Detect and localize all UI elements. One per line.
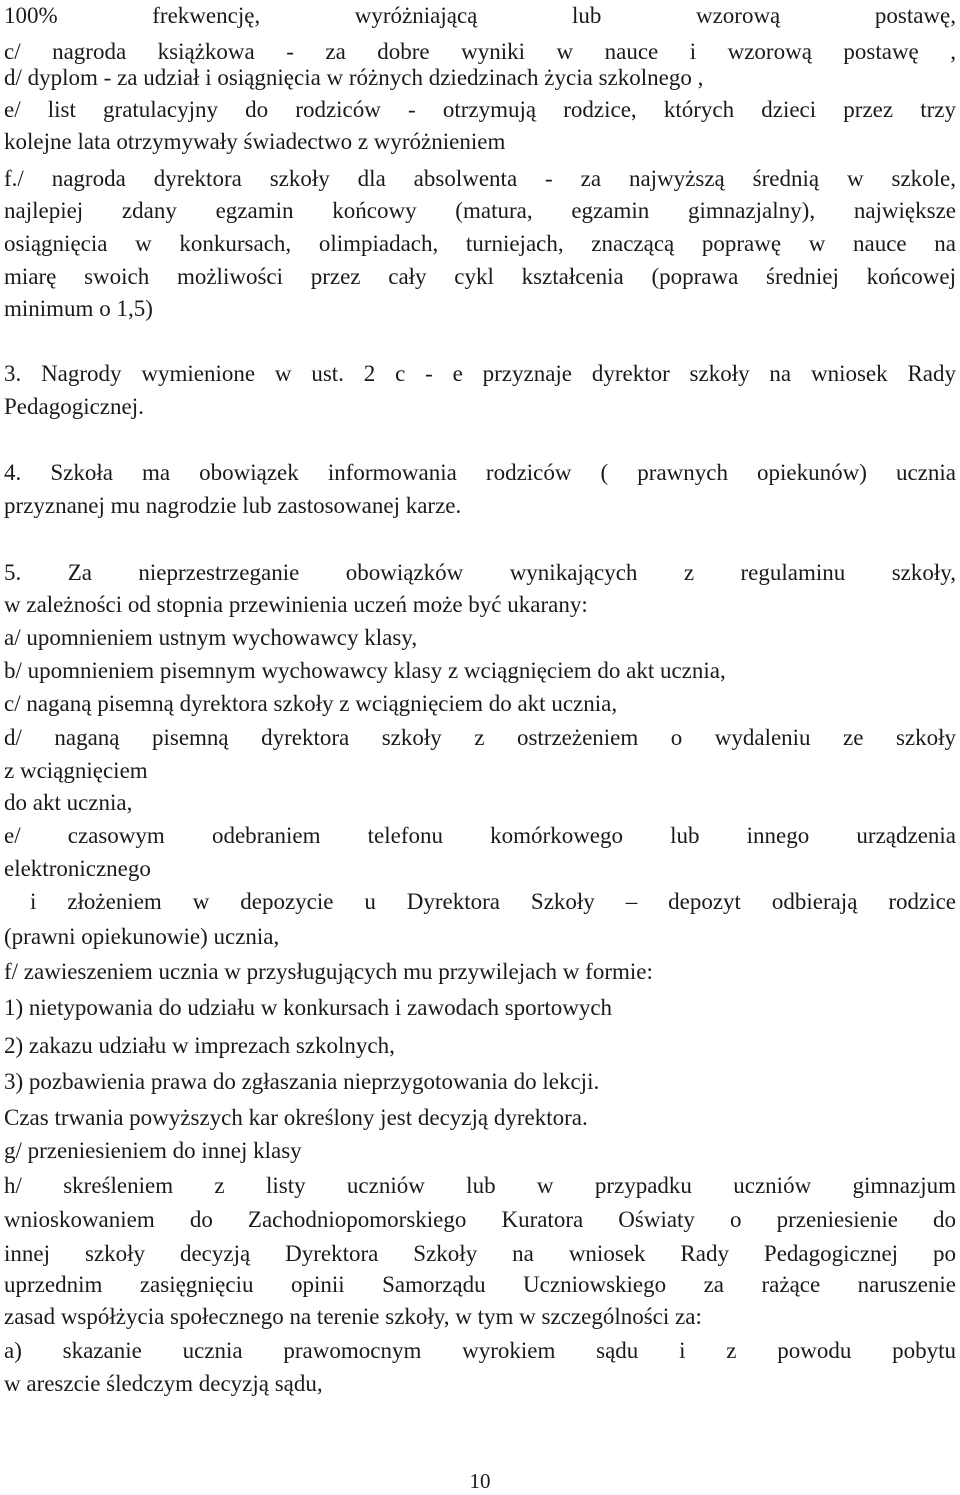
text-line: g/ przeniesieniem do innej klasy [4,1138,302,1163]
text-line: c/ naganą pisemną dyrektora szkoły z wciągnięciem do akt ucznia, [4,691,618,716]
text-line: Czas trwania powyższych kar określony jest decyzją dyrektora. [4,1105,588,1130]
text-line: w areszcie śledczym decyzją sądu, [4,1371,323,1396]
text-line: 3) pozbawienia prawa do zgłaszania nieprzygotowania do lekcji. [4,1069,600,1094]
page-number: 10 [469,1469,491,1493]
text-line: e/ czasowym odebraniem telefonu komórkowego lub innego urządzenia [4,823,956,848]
text-line: do akt ucznia, [4,790,133,815]
text-line: e/ list gratulacyjny do rodziców - otrzymują rodzice, których dzieci przez trzy [4,97,956,122]
text-line: uprzednim zasięgnięciu opinii Samorządu Uczniowskiego za rażące naruszenie [4,1272,956,1297]
text-line: 1) nietypowania do udziału w konkursach i zawodach sportowych [4,995,613,1020]
text-line: 3. Nagrody wymienione w ust. 2 c - e przyznaje dyrektor szkoły na wniosek Rady [4,361,956,386]
text-line: kolejne lata otrzymywały świadectwo z wyróżnieniem [4,129,506,154]
text-line: 2) zakazu udziału w imprezach szkolnych, [4,1033,395,1058]
text-line: w zależności od stopnia przewinienia uczeń może być ukarany: [4,592,588,617]
text-line: elektronicznego [4,856,151,881]
text-line: a) skazanie ucznia prawomocnym wyrokiem sądu i z powodu pobytu [4,1338,956,1363]
text-line: c/ nagroda książkowa - za dobre wyniki w nauce i wzorową postawę , [4,39,956,64]
text-line: osiągnięcia w konkursach, olimpiadach, turniejach, znaczącą poprawę w nauce na [4,231,956,256]
text-line: a/ upomnieniem ustnym wychowawcy klasy, [4,625,418,650]
text-line: (prawni opiekunowie) ucznia, [4,924,280,949]
text-line: Pedagogicznej. [4,394,144,419]
text-line: i złożeniem w depozycie u Dyrektora Szkoły – depozyt odbierają rodzice [30,889,956,914]
text-line: 4. Szkoła ma obowiązek informowania rodziców ( prawnych opiekunów) ucznia [4,460,956,485]
text-line: 5. Za nieprzestrzeganie obowiązków wynikających z regulaminu szkoły, [4,560,956,585]
text-line: z wciągnięciem [4,758,148,783]
text-line: innej szkoły decyzją Dyrektora Szkoły na wniosek Rady Pedagogicznej po [4,1241,956,1266]
text-line: zasad współżycia społecznego na terenie szkoły, w tym w szczególności za: [4,1304,702,1329]
text-line: f/ zawieszeniem ucznia w przysługujących mu przywilejach w formie: [4,959,653,984]
text-line: d/ dyplom - za udział i osiągnięcia w różnych dziedzinach życia szkolnego , [4,65,704,90]
text-line: d/ naganą pisemną dyrektora szkoły z ostrzeżeniem o wydaleniu ze szkoły [4,725,956,750]
text-line: h/ skreśleniem z listy uczniów lub w przypadku uczniów gimnazjum [4,1173,956,1198]
text-line: b/ upomnieniem pisemnym wychowawcy klasy z wciągnięciem do akt ucznia, [4,658,726,683]
text-line: wnioskowaniem do Zachodniopomorskiego Kuratora Oświaty o przeniesienie do [4,1207,956,1232]
text-line: miarę swoich możliwości przez cały cykl kształcenia (poprawa średniej końcowej [4,264,956,289]
text-line: f./ nagroda dyrektora szkoły dla absolwenta - za najwyższą średnią w szkole, [4,166,956,191]
text-line: minimum o 1,5) [4,296,153,321]
text-line: najlepiej zdany egzamin końcowy (matura, egzamin gimnazjalny), największe [4,198,956,223]
text-line: przyznanej mu nagrodzie lub zastosowanej karze. [4,493,462,518]
text-line: 100% frekwencję, wyróżniającą lub wzorową postawę, [4,3,956,28]
